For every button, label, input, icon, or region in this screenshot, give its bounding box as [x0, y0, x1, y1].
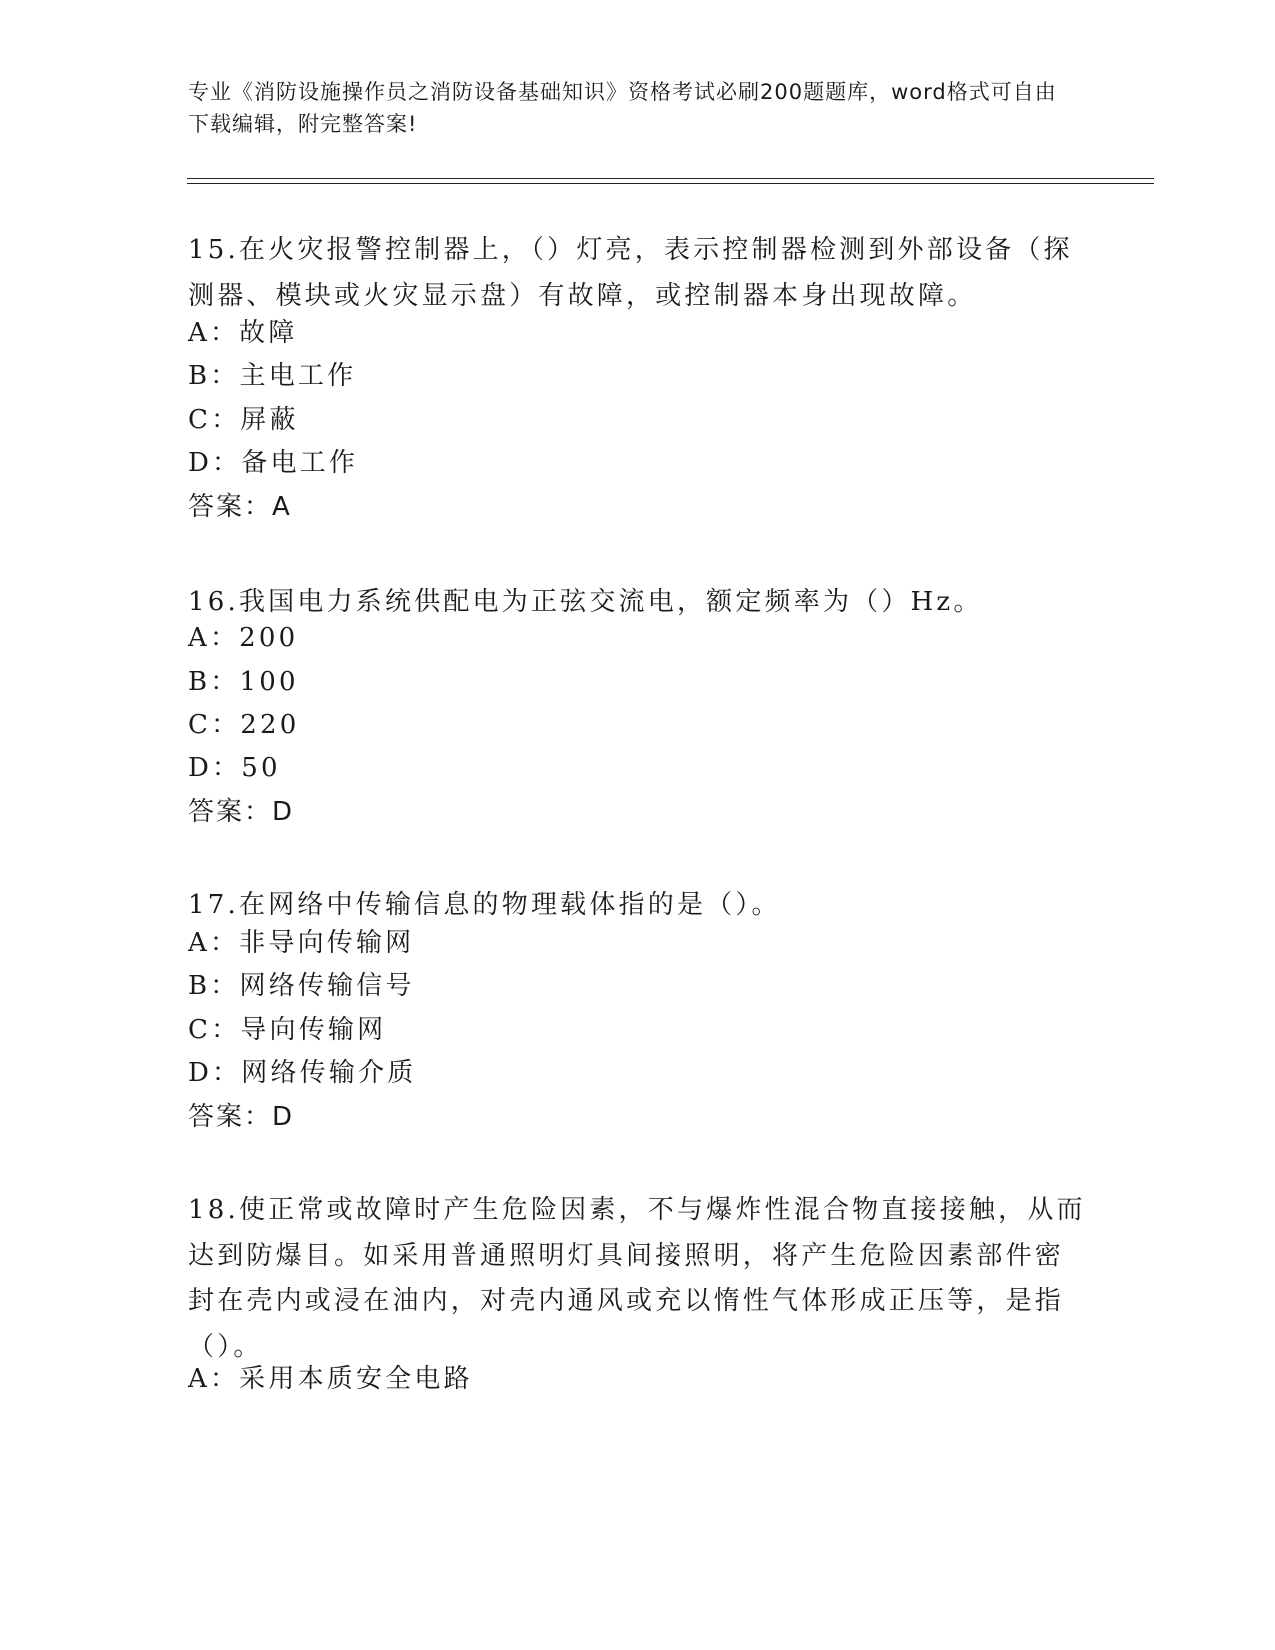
question-text: 18.使正常或故障时产生危险因素，不与爆炸性混合物直接接触，从而达到防爆目。如采用普通照明灯具间接照明，将产生危险因素部件密封在壳内或浸在油内，对壳内通风或充以惰性气体形成正压等，是指（）。	[188, 1195, 1086, 1362]
answer-label: 答案：D	[188, 797, 295, 827]
question-text: 16.我国电力系统供配电为正弦交流电，额定频率为（）Hz。	[188, 587, 983, 617]
option-a: A：采用本质安全电路	[188, 1364, 473, 1394]
option-d: D：50	[188, 753, 281, 783]
question-text: 17.在网络中传输信息的物理载体指的是（）。	[188, 890, 781, 920]
answer-label: 答案：A	[188, 492, 292, 522]
option-a: A：非导向传输网	[188, 928, 415, 958]
option-d: D：备电工作	[188, 448, 359, 478]
option-c: C：导向传输网	[188, 1015, 387, 1045]
option-b: B：主电工作	[188, 361, 357, 391]
question-text: 15.在火灾报警控制器上，（）灯亮，表示控制器检测到外部设备（探测器、模块或火灾显示盘）有故障，或控制器本身出现故障。	[188, 235, 1073, 311]
answer-label: 答案：D	[188, 1102, 295, 1132]
option-c: C：220	[188, 710, 300, 740]
header-divider-bottom	[187, 183, 1154, 184]
option-a: A：200	[188, 623, 299, 653]
option-a: A：故障	[188, 318, 298, 348]
option-b: B：网络传输信号	[188, 971, 415, 1001]
header-divider-top	[187, 178, 1154, 179]
option-c: C：屏蔽	[188, 405, 299, 435]
option-b: B：100	[188, 667, 299, 697]
option-d: D：网络传输介质	[188, 1058, 417, 1088]
document-header: 专业《消防设施操作员之消防设备基础知识》资格考试必刷200题题库，word格式可自由下载编辑，附完整答案!	[188, 80, 1057, 136]
